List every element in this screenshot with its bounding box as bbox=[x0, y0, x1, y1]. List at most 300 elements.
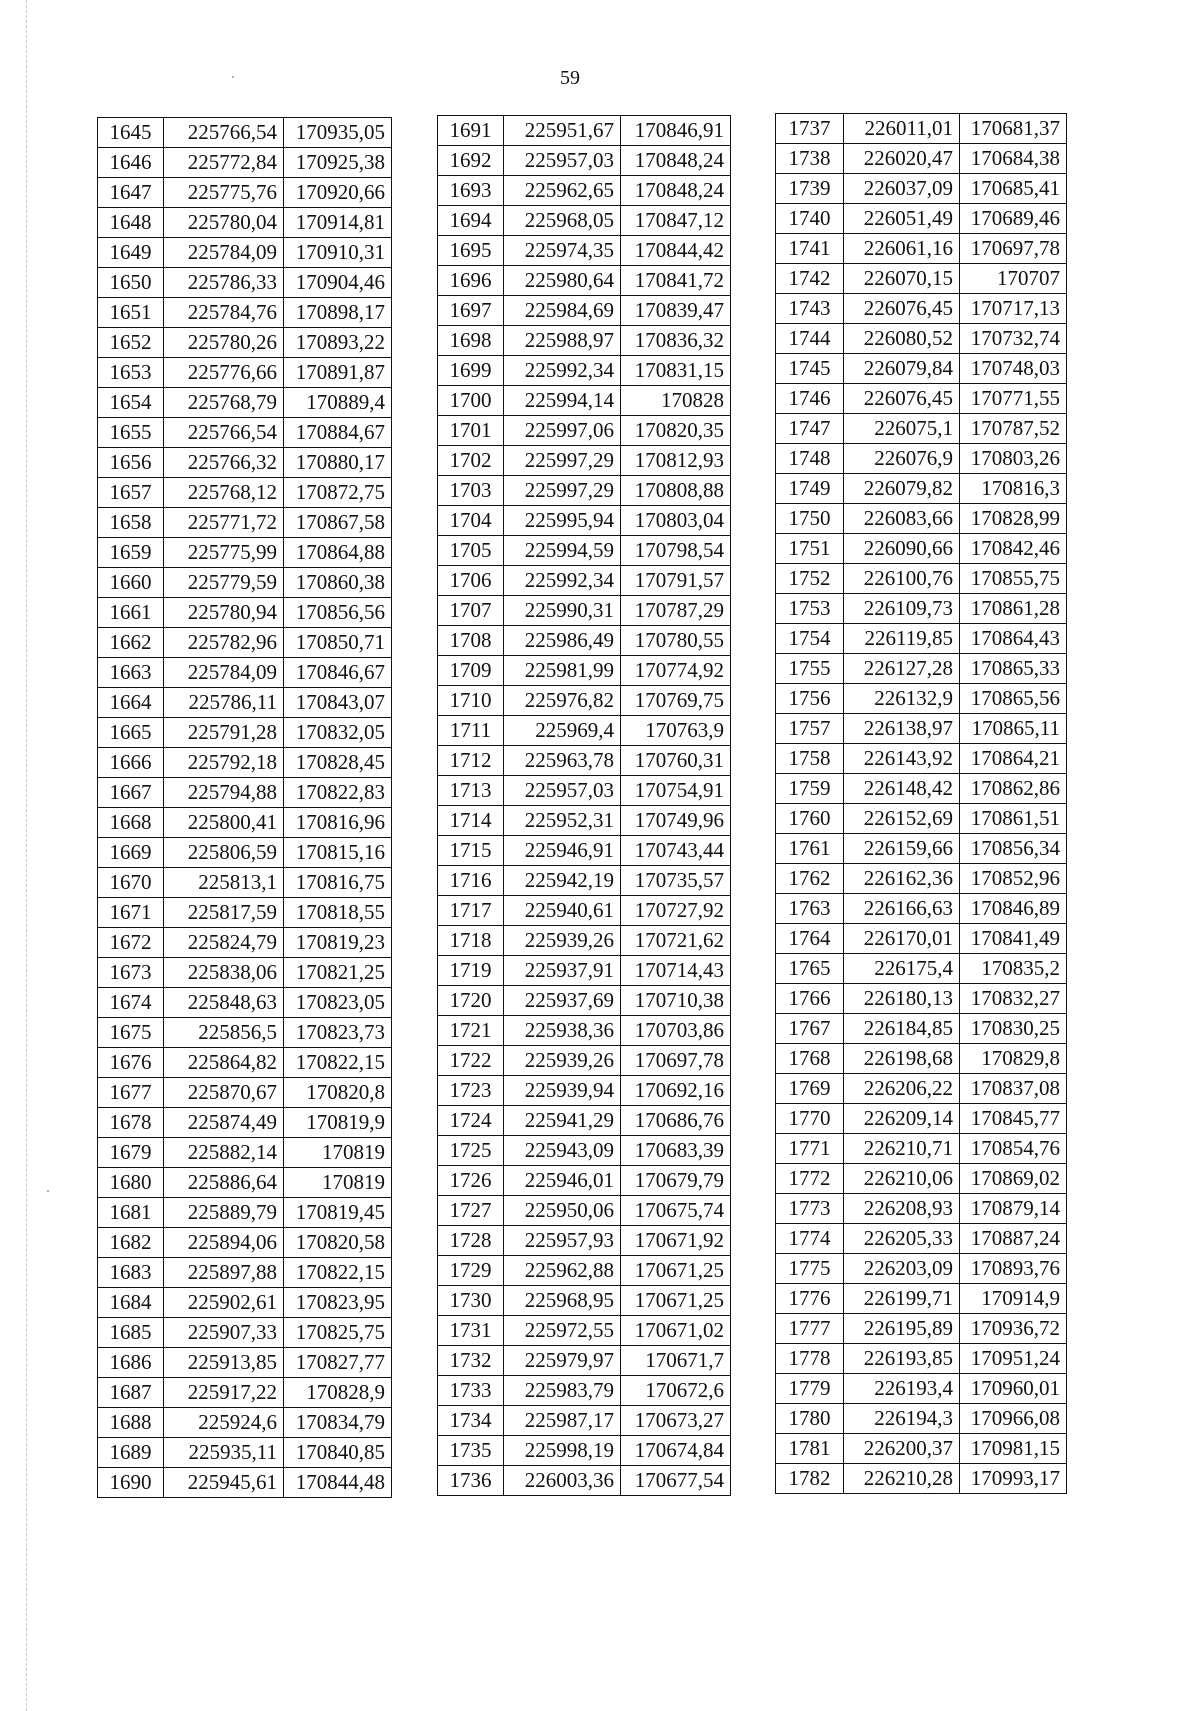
table-row bbox=[438, 1136, 731, 1166]
x-coordinate-cell: 225768,12 bbox=[164, 478, 284, 508]
coordinates-table-2 bbox=[437, 115, 731, 1496]
table-row bbox=[438, 176, 731, 206]
table-row bbox=[98, 748, 392, 778]
y-coordinate-cell: 170840,85 bbox=[284, 1438, 392, 1468]
y-coordinate-cell: 170841,72 bbox=[621, 266, 731, 296]
y-coordinate-cell: 170692,16 bbox=[621, 1076, 731, 1106]
x-coordinate-cell: 226193,85 bbox=[844, 1344, 960, 1374]
x-coordinate-cell: 225813,1 bbox=[164, 868, 284, 898]
point-number-cell: 1768 bbox=[776, 1044, 844, 1074]
table-row bbox=[98, 328, 392, 358]
y-coordinate-cell: 170819 bbox=[284, 1138, 392, 1168]
point-number-cell: 1718 bbox=[438, 926, 504, 956]
point-number-cell: 1685 bbox=[98, 1318, 164, 1348]
y-coordinate-cell: 170727,92 bbox=[621, 896, 731, 926]
table-row bbox=[98, 538, 392, 568]
page-number: 59 bbox=[560, 67, 580, 89]
x-coordinate-cell: 225938,36 bbox=[504, 1016, 621, 1046]
y-coordinate-cell: 170879,14 bbox=[960, 1194, 1067, 1224]
x-coordinate-cell: 225786,11 bbox=[164, 688, 284, 718]
point-number-cell: 1691 bbox=[438, 116, 504, 146]
x-coordinate-cell: 225917,22 bbox=[164, 1378, 284, 1408]
y-coordinate-cell: 170828,99 bbox=[960, 504, 1067, 534]
table-row bbox=[438, 116, 731, 146]
point-number-cell: 1732 bbox=[438, 1346, 504, 1376]
table-row bbox=[438, 356, 731, 386]
y-coordinate-cell: 170864,43 bbox=[960, 624, 1067, 654]
x-coordinate-cell: 225791,28 bbox=[164, 718, 284, 748]
x-coordinate-cell: 226020,47 bbox=[844, 144, 960, 174]
y-coordinate-cell: 170681,37 bbox=[960, 114, 1067, 144]
x-coordinate-cell: 225897,88 bbox=[164, 1258, 284, 1288]
y-coordinate-cell: 170839,47 bbox=[621, 296, 731, 326]
x-coordinate-cell: 225974,35 bbox=[504, 236, 621, 266]
x-coordinate-cell: 225968,05 bbox=[504, 206, 621, 236]
scan-speck bbox=[47, 1190, 49, 1192]
x-coordinate-cell: 225946,01 bbox=[504, 1166, 621, 1196]
point-number-cell: 1673 bbox=[98, 958, 164, 988]
point-number-cell: 1739 bbox=[776, 174, 844, 204]
point-number-cell: 1713 bbox=[438, 776, 504, 806]
table-row bbox=[98, 778, 392, 808]
table-row bbox=[776, 144, 1067, 174]
y-coordinate-cell: 170683,39 bbox=[621, 1136, 731, 1166]
x-coordinate-cell: 225987,17 bbox=[504, 1406, 621, 1436]
table-row bbox=[438, 626, 731, 656]
point-number-cell: 1660 bbox=[98, 568, 164, 598]
point-number-cell: 1652 bbox=[98, 328, 164, 358]
table-row bbox=[98, 1198, 392, 1228]
point-number-cell: 1729 bbox=[438, 1256, 504, 1286]
y-coordinate-cell: 170966,08 bbox=[960, 1404, 1067, 1434]
table-row bbox=[438, 746, 731, 776]
table-row bbox=[98, 928, 392, 958]
y-coordinate-cell: 170828,9 bbox=[284, 1378, 392, 1408]
table-row bbox=[438, 686, 731, 716]
x-coordinate-cell: 225983,79 bbox=[504, 1376, 621, 1406]
table-row bbox=[98, 238, 392, 268]
x-coordinate-cell: 226011,01 bbox=[844, 114, 960, 144]
point-number-cell: 1698 bbox=[438, 326, 504, 356]
table-row bbox=[776, 1164, 1067, 1194]
x-coordinate-cell: 225979,97 bbox=[504, 1346, 621, 1376]
y-coordinate-cell: 170820,58 bbox=[284, 1228, 392, 1258]
y-coordinate-cell: 170910,31 bbox=[284, 238, 392, 268]
table-row bbox=[98, 958, 392, 988]
point-number-cell: 1649 bbox=[98, 238, 164, 268]
y-coordinate-cell: 170856,34 bbox=[960, 834, 1067, 864]
table-row bbox=[438, 1376, 731, 1406]
table-row bbox=[776, 1224, 1067, 1254]
y-coordinate-cell: 170710,38 bbox=[621, 986, 731, 1016]
x-coordinate-cell: 225941,29 bbox=[504, 1106, 621, 1136]
point-number-cell: 1716 bbox=[438, 866, 504, 896]
table-row bbox=[438, 566, 731, 596]
table-row bbox=[438, 476, 731, 506]
x-coordinate-cell: 225784,76 bbox=[164, 298, 284, 328]
x-coordinate-cell: 226076,9 bbox=[844, 444, 960, 474]
table-row bbox=[776, 324, 1067, 354]
x-coordinate-cell: 225817,59 bbox=[164, 898, 284, 928]
y-coordinate-cell: 170872,75 bbox=[284, 478, 392, 508]
point-number-cell: 1668 bbox=[98, 808, 164, 838]
coordinates-table-1 bbox=[97, 117, 392, 1498]
point-number-cell: 1688 bbox=[98, 1408, 164, 1438]
y-coordinate-cell: 170887,24 bbox=[960, 1224, 1067, 1254]
y-coordinate-cell: 170697,78 bbox=[960, 234, 1067, 264]
x-coordinate-cell: 226175,4 bbox=[844, 954, 960, 984]
point-number-cell: 1754 bbox=[776, 624, 844, 654]
point-number-cell: 1663 bbox=[98, 658, 164, 688]
point-number-cell: 1656 bbox=[98, 448, 164, 478]
table-row bbox=[98, 838, 392, 868]
table-row bbox=[776, 1374, 1067, 1404]
point-number-cell: 1772 bbox=[776, 1164, 844, 1194]
x-coordinate-cell: 225766,54 bbox=[164, 118, 284, 148]
x-coordinate-cell: 225870,67 bbox=[164, 1078, 284, 1108]
x-coordinate-cell: 225939,26 bbox=[504, 926, 621, 956]
y-coordinate-cell: 170677,54 bbox=[621, 1466, 731, 1496]
point-number-cell: 1743 bbox=[776, 294, 844, 324]
point-number-cell: 1711 bbox=[438, 716, 504, 746]
y-coordinate-cell: 170717,13 bbox=[960, 294, 1067, 324]
table-row bbox=[776, 1344, 1067, 1374]
x-coordinate-cell: 225766,54 bbox=[164, 418, 284, 448]
x-coordinate-cell: 226051,49 bbox=[844, 204, 960, 234]
x-coordinate-cell: 226162,36 bbox=[844, 864, 960, 894]
point-number-cell: 1776 bbox=[776, 1284, 844, 1314]
y-coordinate-cell: 170852,96 bbox=[960, 864, 1067, 894]
table-row bbox=[98, 1318, 392, 1348]
y-coordinate-cell: 170867,58 bbox=[284, 508, 392, 538]
y-coordinate-cell: 170861,51 bbox=[960, 804, 1067, 834]
point-number-cell: 1736 bbox=[438, 1466, 504, 1496]
y-coordinate-cell: 170981,15 bbox=[960, 1434, 1067, 1464]
x-coordinate-cell: 226210,06 bbox=[844, 1164, 960, 1194]
x-coordinate-cell: 226200,37 bbox=[844, 1434, 960, 1464]
y-coordinate-cell: 170936,72 bbox=[960, 1314, 1067, 1344]
y-coordinate-cell: 170672,6 bbox=[621, 1376, 731, 1406]
y-coordinate-cell: 170842,46 bbox=[960, 534, 1067, 564]
y-coordinate-cell: 170891,87 bbox=[284, 358, 392, 388]
table-row bbox=[776, 1194, 1067, 1224]
point-number-cell: 1686 bbox=[98, 1348, 164, 1378]
point-number-cell: 1646 bbox=[98, 148, 164, 178]
x-coordinate-cell: 225969,4 bbox=[504, 716, 621, 746]
y-coordinate-cell: 170732,74 bbox=[960, 324, 1067, 354]
x-coordinate-cell: 226170,01 bbox=[844, 924, 960, 954]
x-coordinate-cell: 225902,61 bbox=[164, 1288, 284, 1318]
y-coordinate-cell: 170880,17 bbox=[284, 448, 392, 478]
y-coordinate-cell: 170865,11 bbox=[960, 714, 1067, 744]
point-number-cell: 1702 bbox=[438, 446, 504, 476]
y-coordinate-cell: 170823,95 bbox=[284, 1288, 392, 1318]
y-coordinate-cell: 170847,12 bbox=[621, 206, 731, 236]
table-row bbox=[776, 924, 1067, 954]
point-number-cell: 1676 bbox=[98, 1048, 164, 1078]
x-coordinate-cell: 226208,93 bbox=[844, 1194, 960, 1224]
x-coordinate-cell: 226199,71 bbox=[844, 1284, 960, 1314]
table-row bbox=[776, 654, 1067, 684]
table-row bbox=[776, 1074, 1067, 1104]
x-coordinate-cell: 225957,03 bbox=[504, 776, 621, 806]
table-row bbox=[438, 1106, 731, 1136]
point-number-cell: 1647 bbox=[98, 178, 164, 208]
table-row bbox=[98, 1258, 392, 1288]
x-coordinate-cell: 225981,99 bbox=[504, 656, 621, 686]
table-row bbox=[776, 474, 1067, 504]
x-coordinate-cell: 225800,41 bbox=[164, 808, 284, 838]
point-number-cell: 1741 bbox=[776, 234, 844, 264]
table-row bbox=[438, 1286, 731, 1316]
point-number-cell: 1709 bbox=[438, 656, 504, 686]
x-coordinate-cell: 225942,19 bbox=[504, 866, 621, 896]
y-coordinate-cell: 170844,42 bbox=[621, 236, 731, 266]
table-row bbox=[98, 1228, 392, 1258]
table-row bbox=[98, 478, 392, 508]
point-number-cell: 1700 bbox=[438, 386, 504, 416]
point-number-cell: 1714 bbox=[438, 806, 504, 836]
x-coordinate-cell: 226205,33 bbox=[844, 1224, 960, 1254]
y-coordinate-cell: 170925,38 bbox=[284, 148, 392, 178]
x-coordinate-cell: 226166,63 bbox=[844, 894, 960, 924]
x-coordinate-cell: 225972,55 bbox=[504, 1316, 621, 1346]
table-row bbox=[776, 1254, 1067, 1284]
point-number-cell: 1687 bbox=[98, 1378, 164, 1408]
point-number-cell: 1690 bbox=[98, 1468, 164, 1498]
x-coordinate-cell: 225943,09 bbox=[504, 1136, 621, 1166]
table-row bbox=[776, 1134, 1067, 1164]
x-coordinate-cell: 226209,14 bbox=[844, 1104, 960, 1134]
x-coordinate-cell: 226109,73 bbox=[844, 594, 960, 624]
table-row bbox=[776, 594, 1067, 624]
x-coordinate-cell: 225937,91 bbox=[504, 956, 621, 986]
x-coordinate-cell: 226070,15 bbox=[844, 264, 960, 294]
y-coordinate-cell: 170848,24 bbox=[621, 176, 731, 206]
table-row bbox=[438, 1226, 731, 1256]
point-number-cell: 1681 bbox=[98, 1198, 164, 1228]
y-coordinate-cell: 170823,05 bbox=[284, 988, 392, 1018]
y-coordinate-cell: 170920,66 bbox=[284, 178, 392, 208]
table-row bbox=[98, 1108, 392, 1138]
y-coordinate-cell: 170707 bbox=[960, 264, 1067, 294]
y-coordinate-cell: 170828,45 bbox=[284, 748, 392, 778]
y-coordinate-cell: 170771,55 bbox=[960, 384, 1067, 414]
point-number-cell: 1655 bbox=[98, 418, 164, 448]
point-number-cell: 1699 bbox=[438, 356, 504, 386]
x-coordinate-cell: 225951,67 bbox=[504, 116, 621, 146]
table-row bbox=[438, 1016, 731, 1046]
table-row bbox=[776, 384, 1067, 414]
y-coordinate-cell: 170822,15 bbox=[284, 1258, 392, 1288]
table-row bbox=[776, 294, 1067, 324]
table-row bbox=[776, 804, 1067, 834]
y-coordinate-cell: 170898,17 bbox=[284, 298, 392, 328]
y-coordinate-cell: 170865,56 bbox=[960, 684, 1067, 714]
point-number-cell: 1773 bbox=[776, 1194, 844, 1224]
y-coordinate-cell: 170848,24 bbox=[621, 146, 731, 176]
y-coordinate-cell: 170893,76 bbox=[960, 1254, 1067, 1284]
y-coordinate-cell: 170845,77 bbox=[960, 1104, 1067, 1134]
y-coordinate-cell: 170914,9 bbox=[960, 1284, 1067, 1314]
table-row bbox=[438, 1316, 731, 1346]
y-coordinate-cell: 170820,35 bbox=[621, 416, 731, 446]
y-coordinate-cell: 170685,41 bbox=[960, 174, 1067, 204]
y-coordinate-cell: 170822,83 bbox=[284, 778, 392, 808]
table-row bbox=[98, 1138, 392, 1168]
point-number-cell: 1672 bbox=[98, 928, 164, 958]
x-coordinate-cell: 226079,82 bbox=[844, 474, 960, 504]
x-coordinate-cell: 225946,91 bbox=[504, 836, 621, 866]
y-coordinate-cell: 170836,32 bbox=[621, 326, 731, 356]
y-coordinate-cell: 170832,27 bbox=[960, 984, 1067, 1014]
point-number-cell: 1727 bbox=[438, 1196, 504, 1226]
x-coordinate-cell: 225937,69 bbox=[504, 986, 621, 1016]
point-number-cell: 1726 bbox=[438, 1166, 504, 1196]
y-coordinate-cell: 170671,25 bbox=[621, 1256, 731, 1286]
y-coordinate-cell: 170869,02 bbox=[960, 1164, 1067, 1194]
x-coordinate-cell: 225782,96 bbox=[164, 628, 284, 658]
x-coordinate-cell: 225786,33 bbox=[164, 268, 284, 298]
x-coordinate-cell: 225924,6 bbox=[164, 1408, 284, 1438]
point-number-cell: 1683 bbox=[98, 1258, 164, 1288]
x-coordinate-cell: 226195,89 bbox=[844, 1314, 960, 1344]
y-coordinate-cell: 170837,08 bbox=[960, 1074, 1067, 1104]
y-coordinate-cell: 170671,92 bbox=[621, 1226, 731, 1256]
x-coordinate-cell: 225952,31 bbox=[504, 806, 621, 836]
x-coordinate-cell: 225792,18 bbox=[164, 748, 284, 778]
table-row bbox=[776, 1014, 1067, 1044]
point-number-cell: 1667 bbox=[98, 778, 164, 808]
y-coordinate-cell: 170675,74 bbox=[621, 1196, 731, 1226]
point-number-cell: 1720 bbox=[438, 986, 504, 1016]
point-number-cell: 1682 bbox=[98, 1228, 164, 1258]
table-row bbox=[98, 898, 392, 928]
point-number-cell: 1756 bbox=[776, 684, 844, 714]
table-row bbox=[438, 446, 731, 476]
x-coordinate-cell: 225998,19 bbox=[504, 1436, 621, 1466]
table-row bbox=[98, 808, 392, 838]
y-coordinate-cell: 170671,7 bbox=[621, 1346, 731, 1376]
point-number-cell: 1778 bbox=[776, 1344, 844, 1374]
point-number-cell: 1666 bbox=[98, 748, 164, 778]
point-number-cell: 1651 bbox=[98, 298, 164, 328]
table-row bbox=[438, 1046, 731, 1076]
table-row bbox=[438, 506, 731, 536]
table-row bbox=[438, 536, 731, 566]
table-row bbox=[438, 1466, 731, 1496]
table-row bbox=[98, 388, 392, 418]
x-coordinate-cell: 226143,92 bbox=[844, 744, 960, 774]
point-number-cell: 1781 bbox=[776, 1434, 844, 1464]
x-coordinate-cell: 225962,65 bbox=[504, 176, 621, 206]
y-coordinate-cell: 170818,55 bbox=[284, 898, 392, 928]
table-row bbox=[438, 656, 731, 686]
x-coordinate-cell: 225824,79 bbox=[164, 928, 284, 958]
x-coordinate-cell: 226127,28 bbox=[844, 654, 960, 684]
table-row bbox=[98, 658, 392, 688]
y-coordinate-cell: 170749,96 bbox=[621, 806, 731, 836]
y-coordinate-cell: 170808,88 bbox=[621, 476, 731, 506]
point-number-cell: 1733 bbox=[438, 1376, 504, 1406]
table-row bbox=[776, 444, 1067, 474]
table-row bbox=[776, 954, 1067, 984]
x-coordinate-cell: 225874,49 bbox=[164, 1108, 284, 1138]
point-number-cell: 1745 bbox=[776, 354, 844, 384]
y-coordinate-cell: 170671,25 bbox=[621, 1286, 731, 1316]
point-number-cell: 1780 bbox=[776, 1404, 844, 1434]
table-row bbox=[776, 1404, 1067, 1434]
y-coordinate-cell: 170763,9 bbox=[621, 716, 731, 746]
table-row bbox=[776, 624, 1067, 654]
x-coordinate-cell: 225939,94 bbox=[504, 1076, 621, 1106]
x-coordinate-cell: 225771,72 bbox=[164, 508, 284, 538]
table-row bbox=[438, 146, 731, 176]
point-number-cell: 1725 bbox=[438, 1136, 504, 1166]
table-row bbox=[776, 234, 1067, 264]
x-coordinate-cell: 226132,9 bbox=[844, 684, 960, 714]
x-coordinate-cell: 226061,16 bbox=[844, 234, 960, 264]
x-coordinate-cell: 225794,88 bbox=[164, 778, 284, 808]
table-row bbox=[776, 204, 1067, 234]
x-coordinate-cell: 225935,11 bbox=[164, 1438, 284, 1468]
y-coordinate-cell: 170787,52 bbox=[960, 414, 1067, 444]
table-row bbox=[776, 1314, 1067, 1344]
x-coordinate-cell: 226193,4 bbox=[844, 1374, 960, 1404]
point-number-cell: 1765 bbox=[776, 954, 844, 984]
table-row bbox=[776, 1044, 1067, 1074]
point-number-cell: 1715 bbox=[438, 836, 504, 866]
x-coordinate-cell: 225894,06 bbox=[164, 1228, 284, 1258]
y-coordinate-cell: 170935,05 bbox=[284, 118, 392, 148]
y-coordinate-cell: 170893,22 bbox=[284, 328, 392, 358]
table-row bbox=[776, 264, 1067, 294]
y-coordinate-cell: 170889,4 bbox=[284, 388, 392, 418]
table-row bbox=[98, 418, 392, 448]
x-coordinate-cell: 225997,29 bbox=[504, 476, 621, 506]
point-number-cell: 1770 bbox=[776, 1104, 844, 1134]
y-coordinate-cell: 170760,31 bbox=[621, 746, 731, 776]
y-coordinate-cell: 170721,62 bbox=[621, 926, 731, 956]
table-row bbox=[98, 1378, 392, 1408]
table-row bbox=[776, 984, 1067, 1014]
table-row bbox=[438, 716, 731, 746]
table-row bbox=[438, 896, 731, 926]
x-coordinate-cell: 225889,79 bbox=[164, 1198, 284, 1228]
y-coordinate-cell: 170743,44 bbox=[621, 836, 731, 866]
table-row bbox=[438, 836, 731, 866]
x-coordinate-cell: 226119,85 bbox=[844, 624, 960, 654]
table-row bbox=[98, 358, 392, 388]
table-row bbox=[438, 986, 731, 1016]
table-row bbox=[438, 1196, 731, 1226]
y-coordinate-cell: 170791,57 bbox=[621, 566, 731, 596]
point-number-cell: 1746 bbox=[776, 384, 844, 414]
point-number-cell: 1653 bbox=[98, 358, 164, 388]
y-coordinate-cell: 170834,79 bbox=[284, 1408, 392, 1438]
x-coordinate-cell: 225992,34 bbox=[504, 566, 621, 596]
y-coordinate-cell: 170816,75 bbox=[284, 868, 392, 898]
x-coordinate-cell: 225994,14 bbox=[504, 386, 621, 416]
table-row bbox=[776, 894, 1067, 924]
point-number-cell: 1749 bbox=[776, 474, 844, 504]
point-number-cell: 1654 bbox=[98, 388, 164, 418]
table-row bbox=[776, 834, 1067, 864]
x-coordinate-cell: 225992,34 bbox=[504, 356, 621, 386]
x-coordinate-cell: 226206,22 bbox=[844, 1074, 960, 1104]
point-number-cell: 1735 bbox=[438, 1436, 504, 1466]
table-row bbox=[98, 1438, 392, 1468]
